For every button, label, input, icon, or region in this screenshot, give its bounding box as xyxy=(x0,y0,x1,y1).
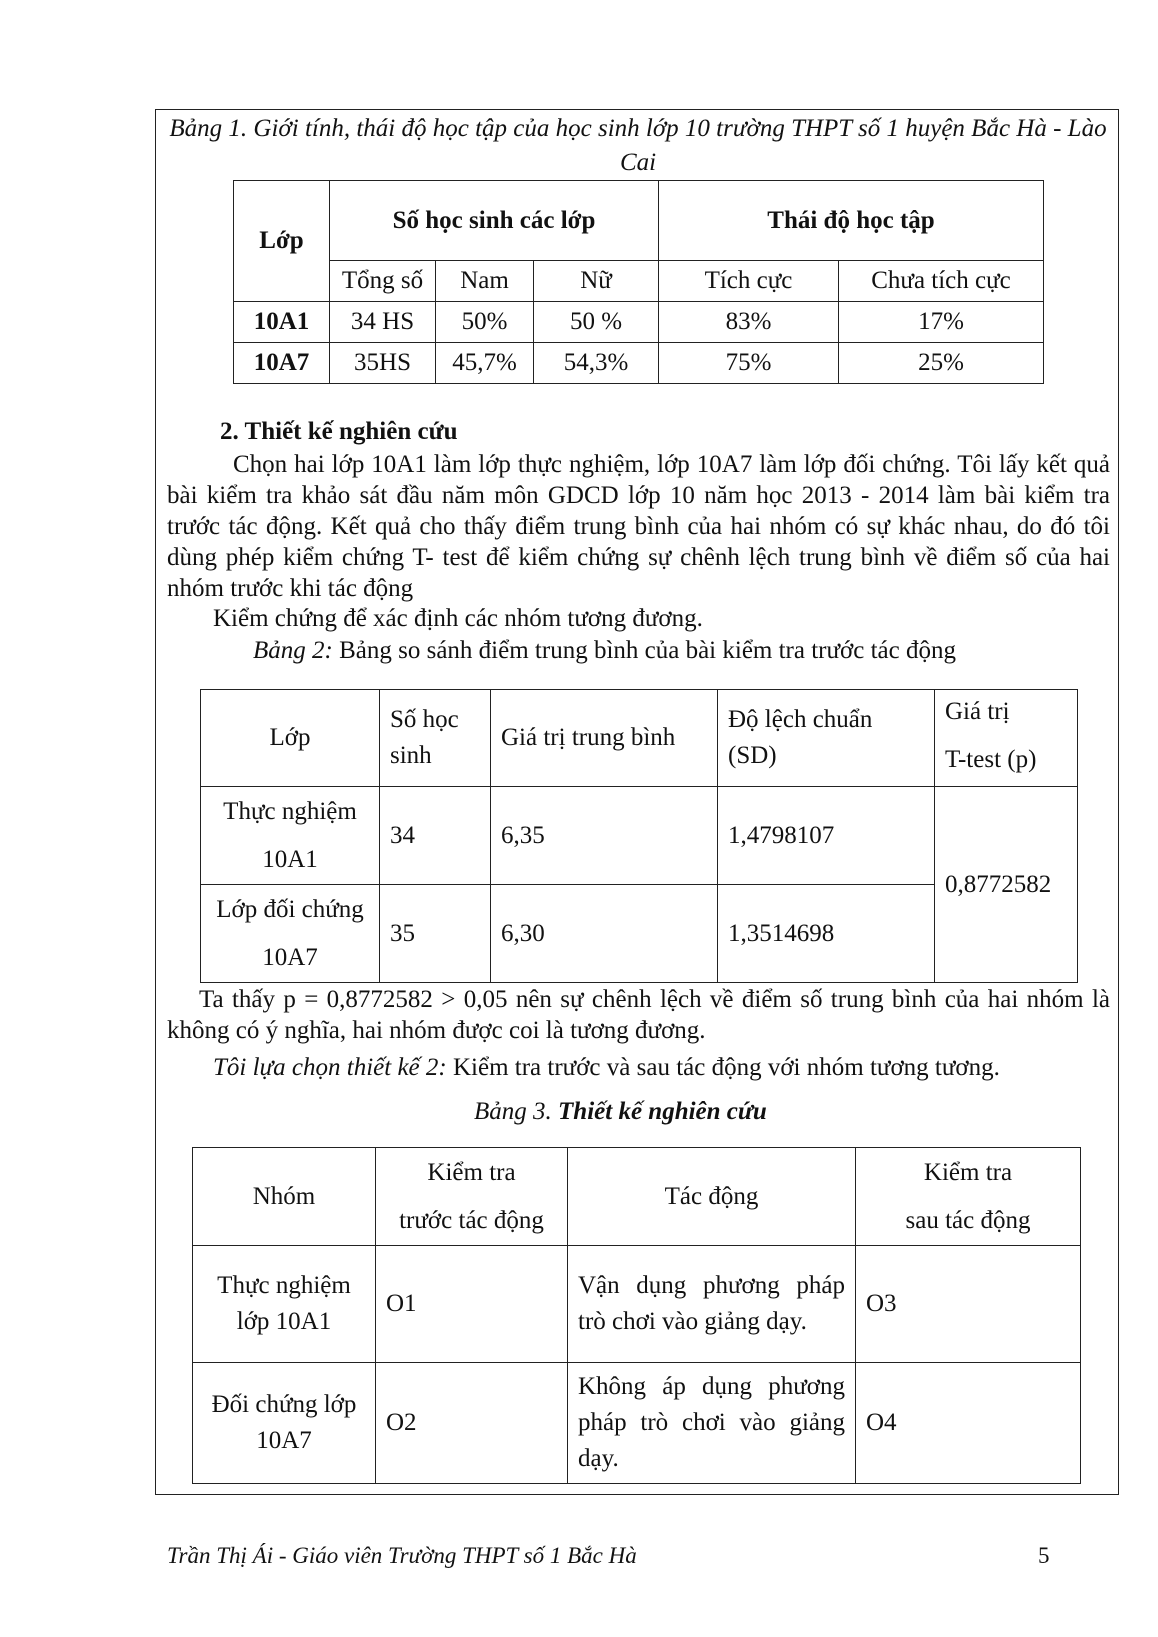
table1-cell: 83% xyxy=(659,302,839,343)
table3-cell-line: lớp 10A1 xyxy=(236,1308,332,1335)
table3-header-truoc xyxy=(376,1148,568,1246)
table2-cell-lop xyxy=(201,885,380,983)
table1-header-group1: Số học sinh các lớp xyxy=(330,181,659,261)
table2-header-line: T-test (p) xyxy=(945,746,1037,773)
table1-sub: Nam xyxy=(436,261,534,302)
table3-cell: O2 xyxy=(376,1363,568,1484)
table2-header-line: Giá trị xyxy=(945,698,1010,725)
table-row xyxy=(193,1363,1081,1484)
table2-cell: 1,4798107 xyxy=(718,787,935,885)
design-label: Tôi lựa chọn thiết kế 2: xyxy=(213,1054,447,1081)
table2-caption xyxy=(253,637,956,665)
table1-cell: 45,7% xyxy=(436,343,534,384)
design-statement xyxy=(213,1054,1000,1082)
table3-cell-tacdong: Vận dụng phương pháp trò chơi vào giảng dạy. xyxy=(568,1246,856,1363)
table3-cell-line: 10A7 xyxy=(256,1427,312,1454)
table3-header-nhom: Nhóm xyxy=(193,1148,376,1246)
table2-header-line: Số học xyxy=(390,706,459,733)
table3-cell-nhom xyxy=(193,1246,376,1363)
table1-cell: 50% xyxy=(436,302,534,343)
table3-cell-line: Đối chứng lớp xyxy=(211,1391,357,1418)
table3-header-tacdong: Tác động xyxy=(568,1148,856,1246)
table2-cell: 35 xyxy=(380,885,491,983)
table1-cell: 10A7 xyxy=(234,343,330,384)
table2-header-lop: Lớp xyxy=(201,690,380,787)
table2-cell-p: 0,8772582 xyxy=(935,787,1078,983)
table2-cell: 6,30 xyxy=(491,885,718,983)
table1-caption: Bảng 1. Giới tính, thái độ học tập của học sinh lớp 10 trường THPT số 1 huyện Bắc Hà - Lào Cai xyxy=(169,115,1107,176)
section-heading: 2. Thiết kế nghiên cứu xyxy=(220,418,458,445)
table3-caption-label: Bảng 3. xyxy=(474,1098,552,1125)
table1-header-lop: Lớp xyxy=(234,181,330,302)
table2-cell: 1,3514698 xyxy=(718,885,935,983)
table3-header-sau xyxy=(856,1148,1081,1246)
table1-cell: 34 HS xyxy=(330,302,436,343)
table2-header-line: Độ lệch chuẩn xyxy=(728,706,873,733)
table3-cell: O4 xyxy=(856,1363,1081,1484)
table2-cell-line: 10A1 xyxy=(262,845,318,873)
footer-author: Trần Thị Ái - Giáo viên Trường THPT số 1 Bắc Hà xyxy=(167,1543,637,1568)
table3-header-line: trước tác động xyxy=(399,1206,544,1234)
table3-cell: O3 xyxy=(856,1246,1081,1363)
table2-header-ttest xyxy=(935,690,1078,787)
table1-cell: 50 % xyxy=(534,302,659,343)
table2-caption-text: Bảng so sánh điểm trung bình của bài kiểm tra trước tác động xyxy=(332,637,957,664)
table-row xyxy=(193,1246,1081,1363)
table-row xyxy=(234,302,1044,343)
table1-cell: 35HS xyxy=(330,343,436,384)
conclusion-paragraph: Ta thấy p = 0,8772582 > 0,05 nên sự chênh lệch về điểm số trung bình của hai nhóm là không có ý nghĩa, hai nhóm được coi là tương đương. xyxy=(167,986,1110,1044)
table3-header-line: Kiểm tra xyxy=(923,1158,1013,1186)
table1-cell: 75% xyxy=(659,343,839,384)
table1-cell: 10A1 xyxy=(234,302,330,343)
table1-sub: Tổng số xyxy=(330,261,436,302)
table3-header-line: Kiểm tra xyxy=(427,1158,516,1186)
table2-cell: 6,35 xyxy=(491,787,718,885)
table2 xyxy=(200,689,1078,983)
table2-caption-label: Bảng 2: xyxy=(253,637,333,664)
design-text: Kiểm tra trước và sau tác động với nhóm tương tương. xyxy=(446,1054,1000,1081)
table1-sub: Nữ xyxy=(534,261,659,302)
table2-header-so-hs xyxy=(380,690,491,787)
table1-sub: Chưa tích cực xyxy=(839,261,1044,302)
table3-cell-line: Thực nghiệm xyxy=(217,1272,351,1299)
table-row xyxy=(234,343,1044,384)
table2-header-line: sinh xyxy=(390,742,432,769)
table1-header-group2: Thái độ học tập xyxy=(659,181,1044,261)
table2-cell-lop xyxy=(201,787,380,885)
table1 xyxy=(233,180,1044,384)
page-number: 5 xyxy=(1038,1543,1050,1568)
table3-cell-tacdong: Không áp dụng phương pháp trò chơi vào giảng dạy. xyxy=(568,1363,856,1484)
table3-cell: O1 xyxy=(376,1246,568,1363)
table2-header-gtb: Giá trị trung bình xyxy=(491,690,718,787)
section-paragraph-2: Kiểm chứng để xác định các nhóm tương đương. xyxy=(213,605,703,632)
table3 xyxy=(192,1147,1081,1484)
table2-header-line: (SD) xyxy=(728,742,777,769)
section-paragraph: Chọn hai lớp 10A1 làm lớp thực nghiệm, lớp 10A7 làm lớp đối chứng. Tôi lấy kết quả bài kiểm tra khảo sát đầu năm môn GDCD lớp 10 năm học 2013 - 2014 làm bài kiểm tra trước tác động. Kết quả cho thấy điểm trung bình của hai nhóm có sự khác nhau, do đó tôi dùng phép kiểm chứng T- test để kiểm chứng sự chênh lệch trung bình về điểm số của hai nhóm trước khi tác động xyxy=(167,451,1110,602)
table1-cell: 25% xyxy=(839,343,1044,384)
table1-sub: Tích cực xyxy=(659,261,839,302)
table2-cell: 34 xyxy=(380,787,491,885)
table2-cell-line: Lớp đối chứng xyxy=(216,895,364,923)
table3-cell-nhom xyxy=(193,1363,376,1484)
table3-caption xyxy=(474,1098,767,1126)
table1-cell: 54,3% xyxy=(534,343,659,384)
table3-header-line: sau tác động xyxy=(905,1206,1031,1234)
table1-cell: 17% xyxy=(839,302,1044,343)
table-row xyxy=(201,787,1078,885)
table2-cell-line: Thực nghiệm xyxy=(223,797,357,825)
table3-caption-title: Thiết kế nghiên cứu xyxy=(558,1098,767,1125)
table2-cell-line: 10A7 xyxy=(262,943,318,971)
table2-header-sd xyxy=(718,690,935,787)
